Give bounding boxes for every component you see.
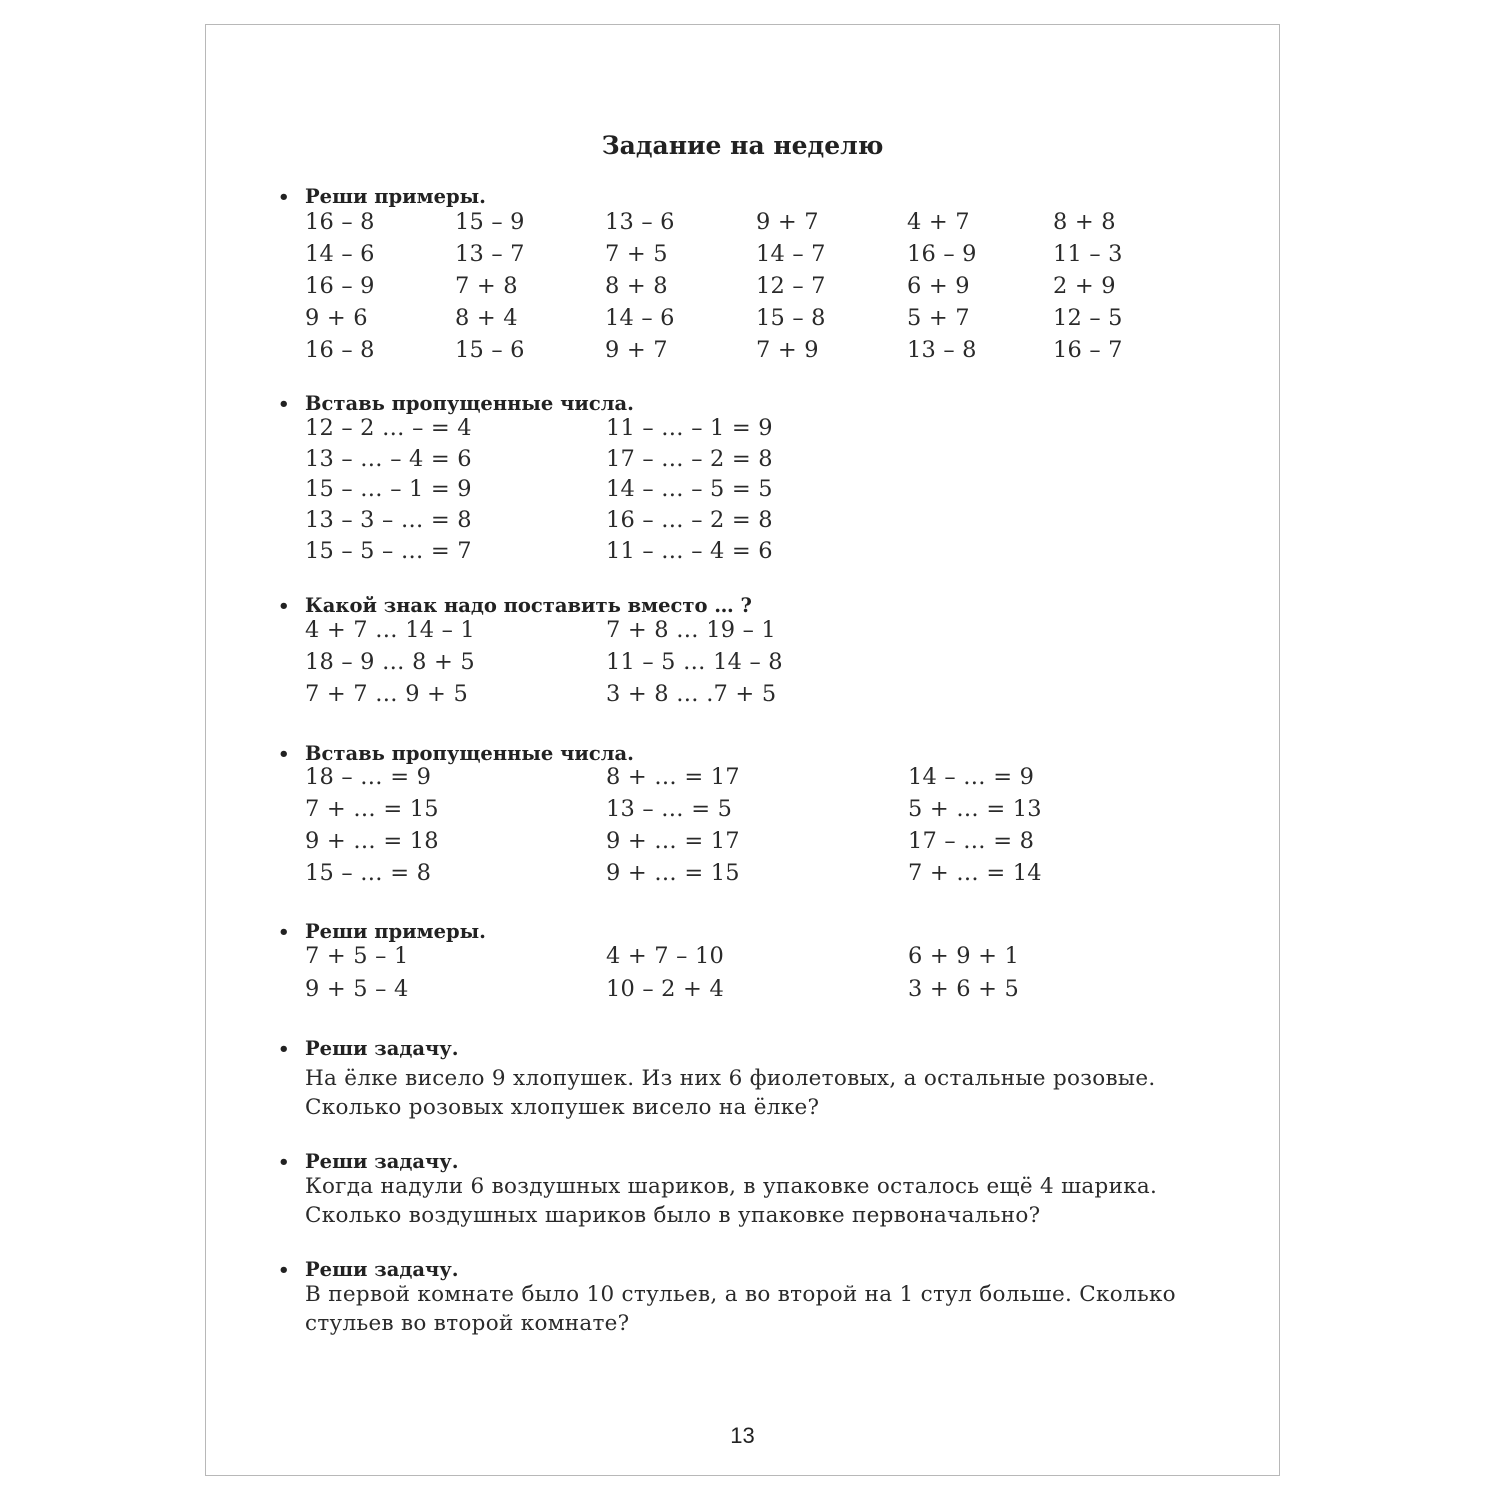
example-item: 4 + 7 [907,209,970,235]
example-item: 8 + 8 [1053,209,1116,235]
example-item: 4 + 7 … 14 – 1 [305,617,475,643]
task-6-problem [305,1065,1205,1122]
example-item: 16 – 9 [305,273,375,299]
problem-line: Сколько воздушных шариков было в упаковке первоначально? [305,1202,1041,1228]
task-8-problem [305,1281,1205,1338]
example-item: 9 + 7 [605,337,668,363]
example-item: 11 – 5 … 14 – 8 [606,649,783,675]
example-item: 7 + 8 [455,273,518,299]
example-item: 13 – 7 [455,241,525,267]
example-item: 13 – 3 – … = 8 [305,507,472,534]
example-item: 7 + … = 15 [305,796,439,822]
task-3-heading-text: Какой знак надо поставить вместо … ? [305,594,752,617]
example-item: 9 + 7 [756,209,819,235]
example-item: 13 – 8 [907,337,977,363]
bullet-icon: • [278,394,290,415]
example-item: 18 – 9 … 8 + 5 [305,649,475,675]
problem-line: В первой комнате было 10 стульев, а во второй на 1 стул больше. Сколько [305,1282,1176,1307]
example-item: 7 + 5 – 1 [305,943,409,969]
task-8-heading-text: Реши задачу. [305,1258,459,1281]
example-item: 9 + … = 17 [606,828,740,854]
example-item: 11 – 3 [1053,241,1123,267]
example-item: 16 – … – 2 = 8 [606,507,773,534]
task-4-examples [305,763,1205,891]
example-item: 12 – 5 [1053,305,1123,331]
example-item: 13 – … – 4 = 6 [305,445,472,472]
example-item: 13 – 6 [605,209,675,235]
example-item: 15 – … = 8 [305,860,432,886]
example-item: 14 – 7 [756,241,826,267]
task-6-heading-text: Реши задачу. [305,1037,459,1060]
bullet-icon: • [278,1039,290,1060]
task-1-examples [305,208,1205,368]
bullet-icon: • [278,1152,290,1173]
bullet-icon: • [278,187,290,208]
example-item: 12 – 2 … – = 4 [305,415,472,441]
task-6-heading [278,1036,459,1063]
example-item: 6 + 9 + 1 [908,943,1020,969]
example-item: 15 – 9 [455,209,525,235]
example-item: 15 – … – 1 = 9 [305,476,472,503]
task-5-examples [305,942,1205,1008]
example-item: 7 + 5 [605,241,668,267]
example-item: 15 – 8 [756,305,826,331]
task-2-examples [305,414,1205,568]
example-item: 5 + 7 [907,305,970,331]
problem-line: На ёлке висело 9 хлопушек. Из них 6 фиолетовых, а остальные розовые. [305,1066,1156,1091]
example-item: 13 – … = 5 [606,796,733,822]
task-5-heading-text: Реши примеры. [305,920,486,943]
task-7-problem [305,1173,1205,1230]
example-item: 4 + 7 – 10 [606,943,724,969]
task-4-heading-text: Вставь пропущенные числа. [305,742,634,765]
example-item: 7 + … = 14 [908,860,1042,886]
example-item: 11 – … – 1 = 9 [606,415,773,441]
example-item: 15 – 6 [455,337,525,363]
page-number: 13 [730,1423,755,1448]
example-item: 8 + 8 [605,273,668,299]
task-1-heading-text: Реши примеры. [305,185,486,208]
example-item: 8 + 4 [455,305,518,331]
problem-line: Когда надули 6 воздушных шариков, в упаковке осталось ещё 4 шарика. [305,1174,1158,1199]
example-item: 14 – 6 [605,305,675,331]
task-3-examples [305,616,1205,712]
example-item: 9 + … = 18 [305,828,439,854]
task-8-heading [278,1257,459,1284]
example-item: 9 + … = 15 [606,860,740,886]
task-7-heading-text: Реши задачу. [305,1150,459,1173]
example-item: 3 + 6 + 5 [908,976,1020,1002]
bullet-icon: • [278,922,290,943]
example-item: 8 + … = 17 [606,764,740,790]
worksheet-page [205,24,1280,1476]
bullet-icon: • [278,596,290,617]
example-item: 10 – 2 + 4 [606,976,724,1002]
example-item: 3 + 8 … .7 + 5 [606,681,777,707]
example-item: 16 – 7 [1053,337,1123,363]
example-item: 18 – … = 9 [305,764,432,790]
example-item: 15 – 5 – … = 7 [305,537,472,564]
example-item: 12 – 7 [756,273,826,299]
example-item: 14 – … – 5 = 5 [606,476,773,503]
example-item: 7 + 8 … 19 – 1 [606,617,776,643]
problem-line: стульев во второй комнате? [305,1310,630,1336]
example-item: 9 + 6 [305,305,368,331]
problem-line: Сколько розовых хлопушек висело на ёлке? [305,1094,820,1120]
example-item: 5 + … = 13 [908,796,1042,822]
task-2-heading-text: Вставь пропущенные числа. [305,392,634,415]
task-1-heading [278,184,486,211]
page-title: Задание на неделю [601,131,884,160]
example-item: 6 + 9 [907,273,970,299]
bullet-icon: • [278,744,290,765]
example-item: 14 – … = 9 [908,764,1035,790]
example-item: 17 – … – 2 = 8 [606,445,773,472]
example-item: 16 – 9 [907,241,977,267]
bullet-icon: • [278,1260,290,1281]
example-item: 11 – … – 4 = 6 [606,537,773,564]
task-7-heading [278,1149,459,1176]
example-item: 16 – 8 [305,337,375,363]
example-item: 7 + 7 … 9 + 5 [305,681,468,707]
example-item: 17 – … = 8 [908,828,1035,854]
example-item: 16 – 8 [305,209,375,235]
example-item: 7 + 9 [756,337,819,363]
example-item: 14 – 6 [305,241,375,267]
example-item: 9 + 5 – 4 [305,976,409,1002]
example-item: 2 + 9 [1053,273,1116,299]
